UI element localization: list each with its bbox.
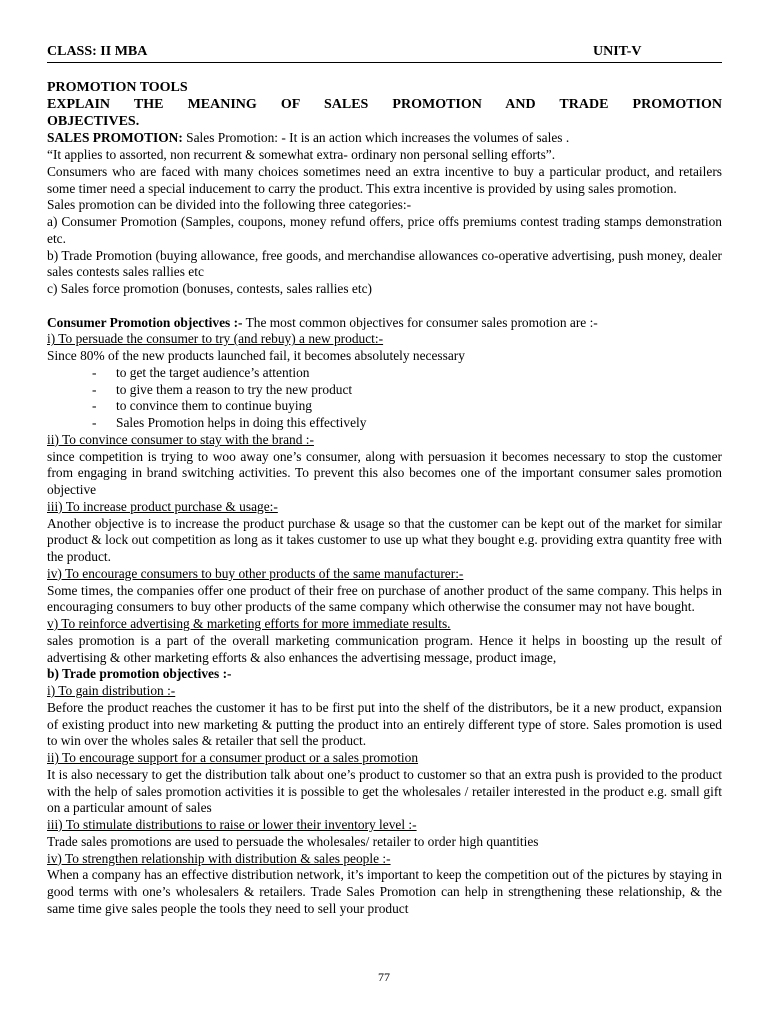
trade-objectives-label: b) Trade promotion objectives (47, 666, 220, 682)
quote-paragraph: “It applies to assorted, non recurrent & somewhat extra- ordinary non personal selling efforts”. (47, 147, 556, 162)
bullet-text: Sales Promotion helps in doing this effectively (116, 415, 367, 430)
bullet-text: to convince them to continue buying (116, 398, 312, 414)
consumer-objectives-text: The most common objectives for consumer sales promotion are :- (242, 314, 598, 330)
objective-4-text: Some times, the companies offer one product of their free on purchase of another product of the same company. This helps in encouraging consumers to buy other products of the same company which otherwise the consumer may not have bought. (47, 582, 722, 615)
unit-label: UNIT-V (593, 44, 642, 59)
consumer-objectives-intro (47, 315, 722, 332)
trade-objective-1-text: Before the product reaches the customer it has to be first put into the shelf of the distributors, be it a new product, expansion of existing product into new marketing & putting the product into an entirely different type of store. Sales promotion is used to win over the wholes sales & retailer that sell the product. (47, 699, 722, 749)
page-header (47, 44, 722, 63)
bullet-text: to get the target audience’s attention (116, 364, 310, 380)
spacer (47, 298, 722, 315)
objective-1-title: i) To persuade the consumer to try (and rebuy) a new product:- (47, 331, 384, 347)
list-item (47, 382, 722, 399)
bullet-text: to give them a reason to try the new product (116, 381, 353, 397)
question-heading-line2: OBJECTIVES. (47, 113, 140, 129)
consumer-objectives-label: Consumer Promotion objectives :- (47, 314, 243, 330)
sales-promotion-definition (47, 130, 722, 147)
bullet-dash: - (92, 415, 97, 430)
trade-objective-1-title: i) To gain distribution :- (47, 683, 176, 698)
objective-2-title: ii) To convince consumer to stay with the brand :- (47, 431, 314, 447)
trade-objective-4-title: iv) To strengthen relationship with distribution & sales people :- (47, 850, 391, 866)
list-item (47, 415, 722, 432)
section-title: PROMOTION TOOLS (47, 80, 188, 95)
objective-4-title: iv) To encourage consumers to buy other products of the same manufacturer:- (47, 565, 464, 581)
bullet-dash: - (92, 364, 97, 380)
trade-objective-2-text: It is also necessary to get the distribution talk about one’s product to customer so that an extra push is provided to the product with the help of sales promotion activities it is possible to get the wholesales / retailer interested in the product e.g. small gift on a particular amount of sales (47, 766, 722, 816)
bullet-dash: - (92, 381, 97, 397)
objective-2-text: since competition is trying to woo away one’s consumer, along with persuasion it becomes necessary to stop the customer from engaging in brand switching activities. To prevent this also becomes one of the important consumer sales promotion objective (47, 448, 722, 497)
page-number: 77 (378, 970, 390, 984)
list-item (47, 365, 722, 382)
question-heading-line1: EXPLAIN THE MEANING OF SALES PROMOTION AND TRADE PROMOTION (47, 96, 722, 112)
objective-5-title: v) To reinforce advertising & marketing efforts for more immediate results. (47, 616, 451, 631)
objective-3-title: iii) To increase product purchase & usage:- (47, 498, 278, 514)
objective-5-text: sales promotion is a part of the overall marketing communication program. Hence it helps in boosting up the result of advertising & other marketing efforts & also enhances the advertising message, product image, (47, 632, 722, 665)
trade-objectives-suffix: :- (219, 666, 232, 682)
category-c: c) Sales force promotion (bonuses, contests, sales rallies etc) (47, 281, 372, 296)
incentive-paragraph: Consumers who are faced with many choices sometimes need an extra incentive to buy a particular product, and retailers some timer need a special inducement to carry the product. This extra incentive is provided by using sales promotion. (47, 163, 722, 196)
list-item (47, 398, 722, 415)
trade-objective-2-title: ii) To encourage support for a consumer product or a sales promotion (47, 750, 419, 765)
objective-1-bullets (47, 365, 722, 432)
trade-objectives-heading (47, 666, 722, 683)
objective-3-text: Another objective is to increase the product purchase & usage so that the customer can be kept out of the market for similar product & lock out competition as long as it takes customer to use up what they bought e.g. providing extra quantity free with the product. (47, 515, 722, 564)
category-a: a) Consumer Promotion (Samples, coupons, money refund offers, price offs premiums contest trading stamps demonstration etc. (47, 214, 722, 246)
sales-promotion-def-text: Sales Promotion: - It is an action which increases the volumes of sales . (182, 130, 570, 146)
categories-intro: Sales promotion can be divided into the following three categories:- (47, 197, 412, 213)
objective-1-text: Since 80% of the new products launched fail, it becomes absolutely necessary (47, 348, 465, 363)
bullet-dash: - (92, 398, 97, 414)
sales-promotion-label: SALES PROMOTION: (47, 130, 183, 146)
document-body (47, 80, 722, 918)
trade-objective-3-title: iii) To stimulate distributions to raise or lower their inventory level :- (47, 817, 417, 832)
trade-objective-3-text: Trade sales promotions are used to persuade the wholesales/ retailer to order high quantities (47, 833, 539, 849)
category-b: b) Trade Promotion (buying allowance, free goods, and merchandise allowances co-operative advertising, push money, dealer sales contests sales rallies etc (47, 247, 722, 280)
trade-objective-4-text: When a company has an effective distribution network, it’s important to keep the competition out of the pictures by staying in good terms with one’s wholesalers & retailers. Trade Sales Promotion can help in strengthening these relationship, & the same time give sales people the tools they need to sell your product (47, 867, 722, 916)
class-label: CLASS: II MBA (47, 44, 148, 59)
